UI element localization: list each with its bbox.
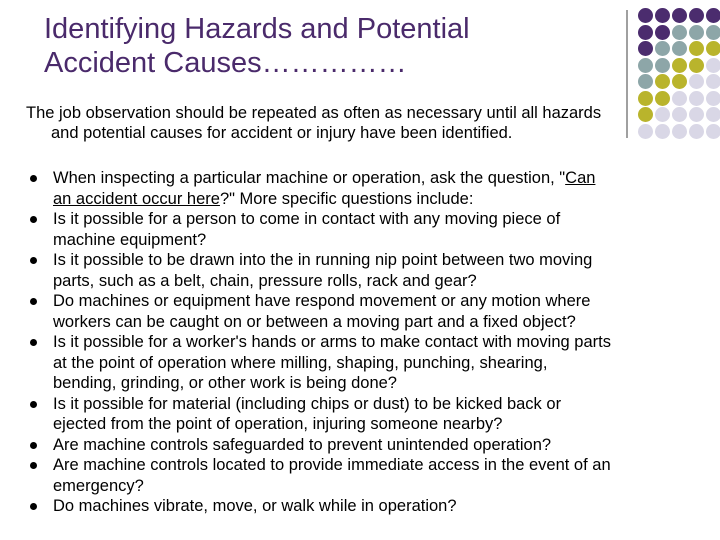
list-item-line: Do machines vibrate, move, or walk while in operation? — [53, 497, 457, 515]
decorative-dot — [706, 74, 720, 89]
list-item-line — [53, 189, 700, 210]
decorative-dot — [689, 41, 704, 56]
decorative-dot — [638, 25, 653, 40]
decorative-dot — [655, 25, 670, 40]
decorative-dot — [706, 58, 720, 73]
list-item — [30, 250, 700, 291]
decorative-dot — [706, 124, 720, 139]
list-item-line: Is it possible to be drawn into the in running nip point between two moving — [53, 251, 593, 269]
bullet-dot-icon — [30, 503, 37, 510]
list-item — [30, 455, 700, 496]
list-item-line: Are machine controls located to provide immediate access in the event of an — [53, 456, 611, 474]
list-item-line: ejected from the point of operation, injuring someone nearby? — [53, 415, 503, 433]
list-item-line: emergency? — [53, 476, 144, 495]
decorative-dot — [672, 74, 687, 89]
list-item-line: parts, such as a belt, chain, pressure rolls, rack and gear? — [53, 271, 477, 290]
decorative-dot — [706, 8, 720, 23]
decorative-dot — [706, 41, 720, 56]
list-item-line: Is it possible for material (including chips or dust) to be kicked back or — [53, 394, 562, 413]
bullet-dot-icon — [30, 442, 37, 449]
list-item — [30, 435, 700, 456]
decorative-dot — [638, 74, 653, 89]
bullet-dot-icon — [30, 298, 37, 305]
bullet-dot-icon — [30, 216, 37, 223]
emphasis-text: an accident occur here — [53, 189, 220, 208]
slide-title — [44, 12, 584, 80]
list-item — [30, 394, 700, 435]
list-item-line: Is it possible for a person to come in contact with any moving piece of — [53, 210, 561, 228]
decorative-dot — [689, 58, 704, 73]
decorative-dot — [672, 41, 687, 56]
decorative-dot — [689, 74, 704, 89]
bullet-dot-icon — [30, 175, 37, 182]
decorative-dot — [638, 58, 653, 73]
decorative-dot — [706, 107, 720, 122]
list-item — [30, 168, 700, 209]
list-item — [30, 209, 700, 250]
decorative-dot — [689, 25, 704, 40]
slide-title-line-2: Accident Causes…………… — [44, 47, 407, 79]
list-item-line: bending, grinding, or other work is being done? — [53, 374, 397, 392]
decorative-dot — [655, 58, 670, 73]
list-item-line — [53, 168, 700, 189]
list-item-line: workers can be caught on or between a moving part and a fixed object? — [53, 312, 576, 331]
decorative-dot — [655, 8, 670, 23]
bullet-dot-icon — [30, 339, 37, 346]
list-item — [30, 332, 700, 394]
bullet-dot-icon — [30, 257, 37, 264]
list-item-line: Are machine controls safeguarded to prevent unintended operation? — [53, 435, 552, 454]
list-item-text: When inspecting a particular machine or operation, ask the question, " — [53, 169, 566, 187]
slide-title-line-1: Identifying Hazards and Potential — [44, 13, 470, 45]
bullet-dot-icon — [30, 462, 37, 469]
decorative-dot — [706, 91, 720, 106]
decorative-dot — [638, 41, 653, 56]
intro-line-2: and potential causes for accident or injury have been identified. — [51, 124, 513, 142]
bullet-dot-icon — [30, 401, 37, 408]
decorative-dot — [672, 25, 687, 40]
decorative-dot — [672, 8, 687, 23]
list-item-text: ?" More specific questions include: — [219, 189, 474, 208]
decorative-dot — [706, 25, 720, 40]
emphasis-text: Can — [565, 169, 596, 187]
list-item — [30, 496, 700, 517]
list-item-line: Is it possible for a worker's hands or arms to make contact with moving parts — [53, 333, 611, 351]
decorative-dot — [672, 58, 687, 73]
list-item-line: machine equipment? — [53, 230, 207, 249]
list-item — [30, 291, 700, 332]
list-item-line: Do machines or equipment have respond movement or any motion where — [53, 292, 591, 310]
decorative-dot — [689, 8, 704, 23]
list-item-line: at the point of operation where milling, shaping, punching, shearing, — [53, 353, 548, 372]
decorative-dot — [638, 8, 653, 23]
intro-line-1: The job observation should be repeated as often as necessary until all hazards — [26, 104, 602, 122]
question-list — [30, 168, 700, 517]
decorative-dot — [655, 41, 670, 56]
decorative-dot — [655, 74, 670, 89]
intro-paragraph — [26, 103, 706, 143]
